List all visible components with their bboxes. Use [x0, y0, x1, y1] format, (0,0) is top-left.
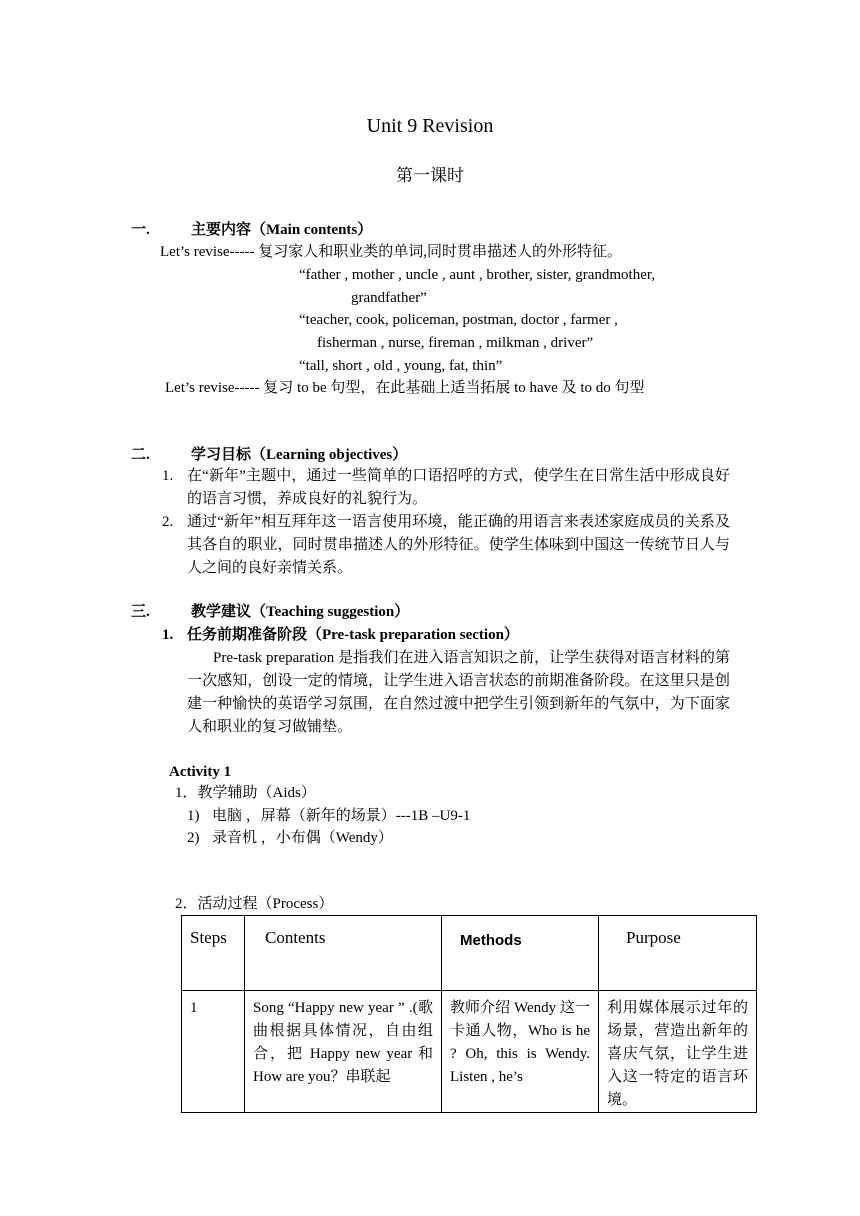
family-words-line-a: “father , mother , uncle , aunt , brother, sister, grandmother,	[299, 267, 655, 283]
job-words-line-a: “teacher, cook, policeman, postman, doctor , farmer ,	[299, 312, 618, 328]
section-3-number: 三.	[131, 604, 150, 620]
subsection-number: 1.	[162, 627, 174, 643]
table-header-row	[182, 916, 757, 991]
row-1-methods: 教师介绍 Wendy 这一卡通人物，Who is he ? Oh, this is Wendy. Listen , he’s	[442, 991, 599, 1113]
page-subtitle: 第一课时	[396, 166, 464, 185]
objective-1-text: 在“新年”主题中，通过一些简单的口语招呼的方式，使学生在日常生活中形成良好的语言习惯，养成良好的礼貌行为。	[187, 468, 730, 507]
section-2-heading: 学习目标（Learning objectives）	[191, 447, 408, 463]
section-1-heading: 主要内容（Main contents）	[191, 222, 373, 238]
row-1-purpose: 利用媒体展示过年的场景，营造出新年的喜庆气氛，让学生进入这一特定的语言环境。	[599, 991, 757, 1113]
objective-1-number: 1.	[162, 468, 174, 484]
header-steps: Steps	[182, 916, 245, 991]
aid-2-number: 2)	[187, 830, 200, 846]
activity-heading: Activity 1	[169, 764, 232, 780]
aid-2-text: 录音机 ，小布偶（Wendy）	[212, 830, 393, 846]
process-table	[181, 915, 757, 1113]
row-1-step: 1	[182, 991, 245, 1113]
page-title: Unit 9 Revision	[366, 115, 494, 137]
row-1-contents: Song “Happy new year ” .(歌曲根据具体情况，自由组合，把 Happy new year 和 How are you？串联起	[245, 991, 442, 1113]
section-1-line-1: Let’s revise----- 复习家人和职业类的单词,同时贯串描述人的外形特征。	[160, 244, 623, 260]
objective-2-text: 通过“新年”相互拜年这一语言使用环境，能正确的用语言来表述家庭成员的关系及其各自的职业，同时贯串描述人的外形特征。使学生体味到中国这一传统节日人与人之间的良好亲情关系。	[187, 514, 730, 576]
aid-1-text: 电脑 ，屏幕（新年的场景）---1B –U9-1	[212, 808, 471, 824]
header-methods-cell	[442, 916, 599, 991]
header-contents: Contents	[245, 916, 442, 991]
table-row	[182, 991, 757, 1113]
header-purpose: Purpose	[599, 916, 757, 991]
appearance-words: “tall, short , old , young, fat, thin”	[299, 358, 503, 374]
section-1-line-2: Let’s revise----- 复习 to be 句型，在此基础上适当拓展 to have 及 to do 句型	[165, 380, 645, 396]
process-heading: 2．活动过程（Process）	[175, 896, 334, 912]
objective-2-number: 2.	[162, 514, 174, 530]
section-2-number: 二.	[131, 447, 150, 463]
job-words-line-b: fisherman , nurse, fireman , milkman , driver”	[317, 335, 594, 351]
aid-1-number: 1)	[187, 808, 200, 824]
family-words-line-b: grandfather”	[351, 290, 427, 306]
header-methods: Methods	[460, 932, 522, 949]
pre-task-paragraph: Pre-task preparation 是指我们在进入语言知识之前，让学生获得对语言材料的第一次感知，创设一定的情境，让学生进入语言状态的前期准备阶段。在这里只是创建一种愉快的英语学习氛围，在自然过渡中把学生引领到新年的气氛中，为下面家人和职业的复习做铺垫。	[187, 650, 730, 735]
section-3-heading: 教学建议（Teaching suggestion）	[191, 604, 410, 620]
section-1-number: 一.	[131, 222, 150, 238]
subsection-heading: 任务前期准备阶段（Pre-task preparation section）	[187, 627, 519, 643]
aids-heading: 1．教学辅助（Aids）	[175, 785, 316, 801]
